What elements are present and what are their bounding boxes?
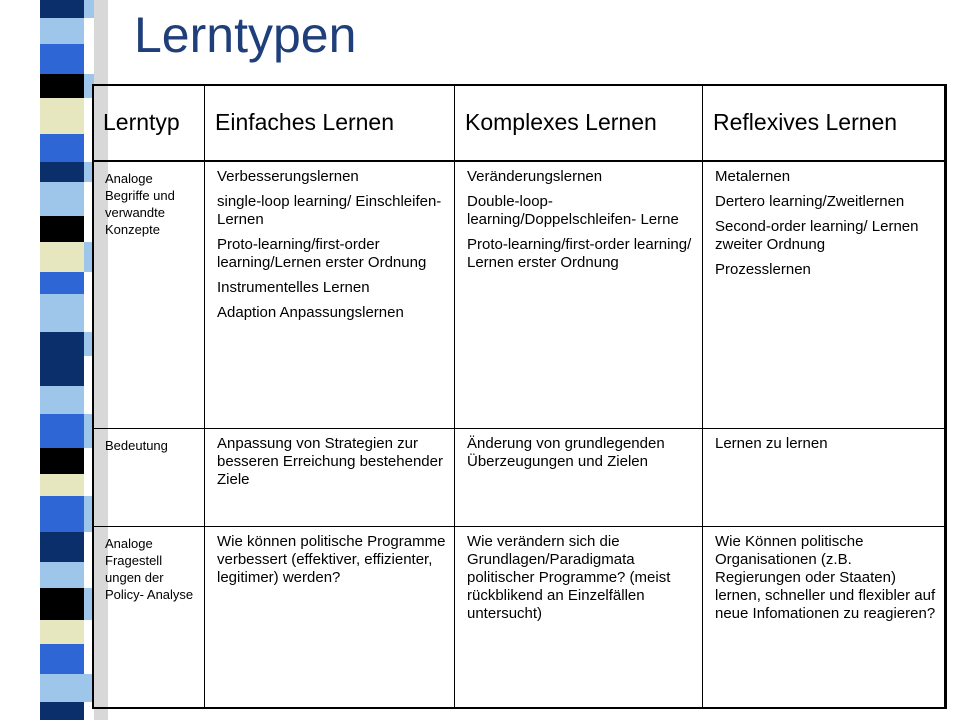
header-cell-komplexes-lernen: Komplexes Lernen: [455, 85, 703, 161]
cell-line: Wie verändern sich die Grundlagen/Paradigmata politischer Programme? (meist rückblikend an Einzelfällen untersucht): [467, 533, 671, 622]
stripe-block: [40, 702, 84, 720]
stripe-block: [40, 356, 84, 386]
stripe-block: [40, 620, 84, 644]
stripe-accent: [84, 44, 94, 74]
lerntypen-table: [92, 84, 947, 709]
table-cell: [455, 161, 703, 429]
stripe-block: [40, 644, 84, 674]
cell-line: Lernen zu lernen: [715, 435, 828, 452]
stripe-block: [40, 474, 84, 496]
cell-line: Verbesserungslernen: [217, 167, 359, 185]
header-cell-reflexives-lernen: Reflexives Lernen: [703, 85, 947, 161]
cell-line: Dertero learning/Zweitlernen: [715, 192, 905, 210]
stripe-block: [40, 182, 84, 216]
row-label: Analoge Fragestell ungen der Policy- Analyse: [93, 527, 205, 709]
table-cell: [205, 161, 455, 429]
stripe-block: [40, 496, 84, 532]
table-cell: [703, 527, 947, 709]
stripe-block: [40, 74, 84, 98]
slide-title: Lerntypen: [134, 7, 357, 63]
table-cell: [703, 161, 947, 429]
stripe-block: [40, 332, 84, 356]
cell-line: Wie können politische Programme verbessert (effektiver, effizienter, legitimer) werden?: [217, 533, 446, 586]
table-row: [93, 429, 947, 527]
stripe-block: [40, 0, 84, 18]
cell-line: Instrumentelles Lernen: [217, 278, 370, 296]
stripe-block: [40, 294, 84, 332]
cell-line: Änderung von grundlegenden Überzeugungen und Zielen: [467, 435, 665, 470]
table-cell: [455, 429, 703, 527]
stripe-block: [40, 674, 84, 702]
header-cell-lerntyp: Lerntyp: [93, 85, 205, 161]
cell-line: Second-order learning/ Lernen zweiter Ordnung: [715, 217, 919, 253]
stripe-accent: [84, 0, 94, 18]
table-row: [93, 161, 947, 429]
stripe-block: [40, 386, 84, 414]
stripe-block: [40, 448, 84, 474]
table-cell: [205, 527, 455, 709]
stripe-block: [40, 532, 84, 562]
stripe-block: [40, 98, 84, 134]
stripe-block: [40, 44, 84, 74]
cell-line: Double-loop- learning/Doppelschleifen- Lerne: [467, 192, 679, 228]
stripe-block: [40, 414, 84, 448]
stripe-block: [40, 272, 84, 294]
cell-line: Wie Können politische Organisationen (z.B. Regierungen oder Staaten) lernen, schneller und flexibler auf neue Infomationen zu reagieren?: [715, 533, 936, 622]
cell-line: Anpassung von Strategien zur besseren Erreichung bestehender Ziele: [217, 435, 443, 488]
stripe-accent: [84, 18, 94, 44]
stripe-block: [40, 216, 84, 242]
header-cell-einfaches-lernen: Einfaches Lernen: [205, 85, 455, 161]
cell-line: single-loop learning/ Einschleifen-Lernen: [217, 192, 442, 228]
stripe-block: [40, 18, 84, 44]
stripe-block: [40, 134, 84, 162]
stripe-block: [40, 242, 84, 272]
cell-line: Prozesslernen: [715, 260, 811, 278]
cell-line: Metalernen: [715, 167, 791, 185]
stripe-block: [40, 562, 84, 588]
stripe-block: [40, 162, 84, 182]
stripe-block: [40, 588, 84, 620]
table-cell: [455, 527, 703, 709]
table-row: [93, 527, 947, 709]
cell-line: Proto-learning/first-order learning/Lernen erster Ordnung: [217, 235, 427, 271]
cell-line: Adaption Anpassungslernen: [217, 303, 404, 321]
row-label: Bedeutung: [93, 429, 205, 527]
cell-line: Proto-learning/first-order learning/ Lernen erster Ordnung: [467, 235, 692, 271]
table-cell: [205, 429, 455, 527]
row-label: Analoge Begriffe und verwandte Konzepte: [93, 161, 205, 429]
table-header-row: [93, 85, 947, 161]
cell-line: Veränderungslernen: [467, 167, 603, 185]
table-cell: [703, 429, 947, 527]
